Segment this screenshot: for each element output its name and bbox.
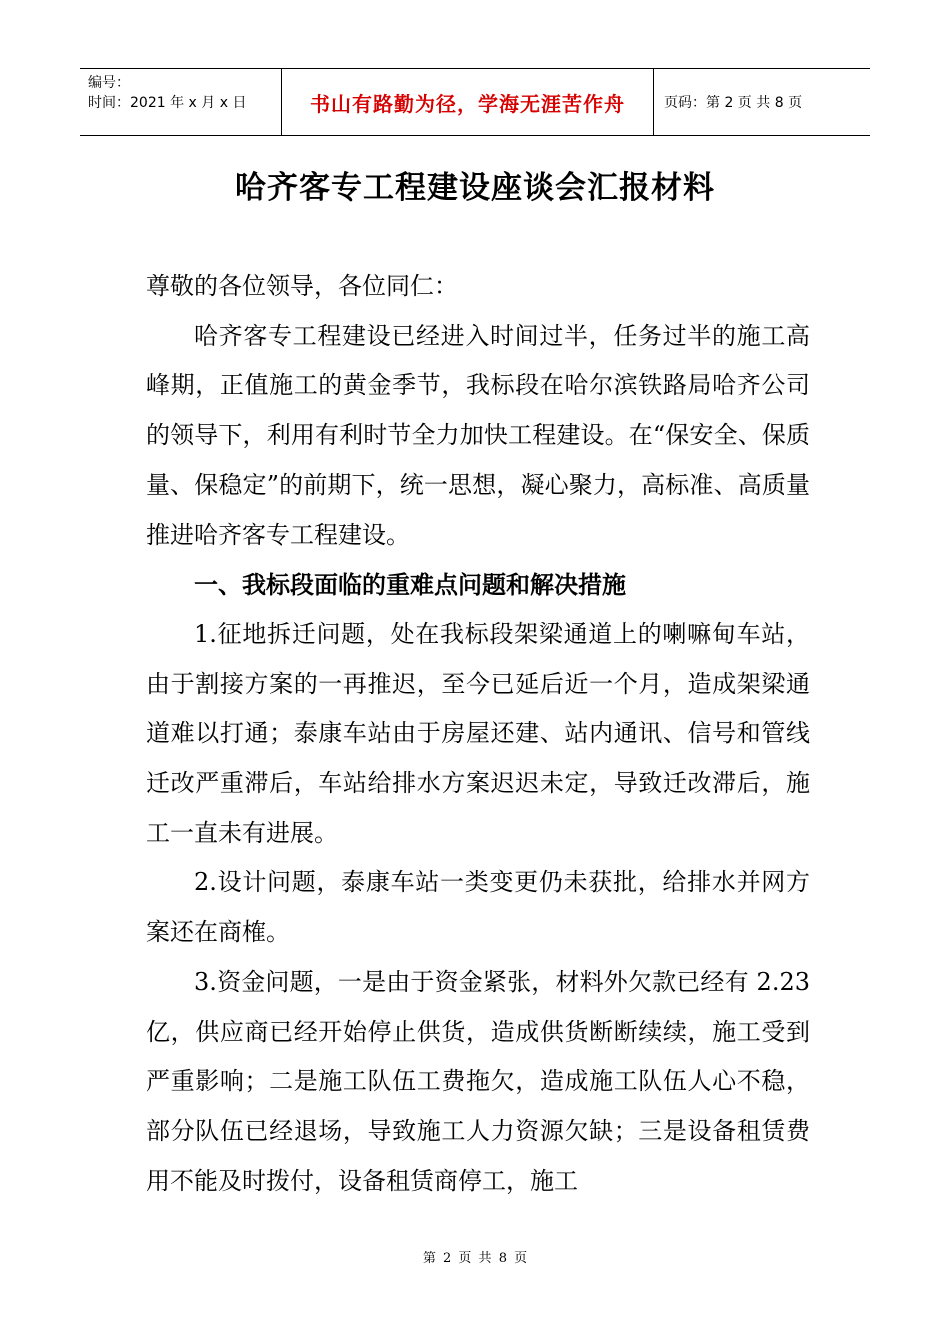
page-header <box>80 68 870 136</box>
header-page-info: 页码：第 2 页 共 8 页 <box>664 95 803 111</box>
paragraph-item-1: 1.征地拆迁问题，处在我标段架梁通道上的喇嘛甸车站，由于割接方案的一再推迟，至今已延后近一个月，造成架梁通道难以打通；泰康车站由于房屋还建、站内通讯、信号和管线迁改严重滞后，车站给排水方案迟迟未定，导致迁改滞后，施工一直未有进展。 <box>146 619 810 847</box>
header-motto: 书山有路勤为径，学海无涯苦作舟 <box>282 69 654 135</box>
header-meta <box>80 69 282 135</box>
section-heading: 一、我标段面临的重难点问题和解决措施 <box>194 570 626 600</box>
document-body <box>146 262 810 1206</box>
document-title: 哈齐客专工程建设座谈会汇报材料 <box>235 170 715 206</box>
number-label: 编号： <box>88 75 130 91</box>
page-footer: 第 2 页 共 8 页 <box>422 1251 528 1266</box>
paragraph-intro: 哈齐客专工程建设已经进入时间过半，任务过半的施工高峰期，正值施工的黄金季节，我标段在哈尔滨铁路局哈齐公司的领导下，利用有利时节全力加快工程建设。在“保安全、保质量、保稳定”的前期下，统一思想，凝心聚力，高标准、高质量推进哈齐客专工程建设。 <box>146 321 810 549</box>
salutation: 尊敬的各位领导，各位同仁： <box>146 272 458 300</box>
time-label: 时间：2021 年 x 月 x 日 <box>88 95 247 111</box>
paragraph-item-3: 3.资金问题，一是由于资金紧张，材料外欠款已经有 2.23 亿，供应商已经开始停止供货，造成供货断断续续，施工受到严重影响；二是施工队伍工费拖欠，造成施工队伍人心不稳，部分队伍已经退场，导致施工人力资源欠缺；三是设备租赁费用不能及时拨付，设备租赁商停工，施工 <box>146 967 810 1195</box>
paragraph-item-2: 2.设计问题，泰康车站一类变更仍未获批，给排水并网方案还在商榷。 <box>146 868 810 947</box>
